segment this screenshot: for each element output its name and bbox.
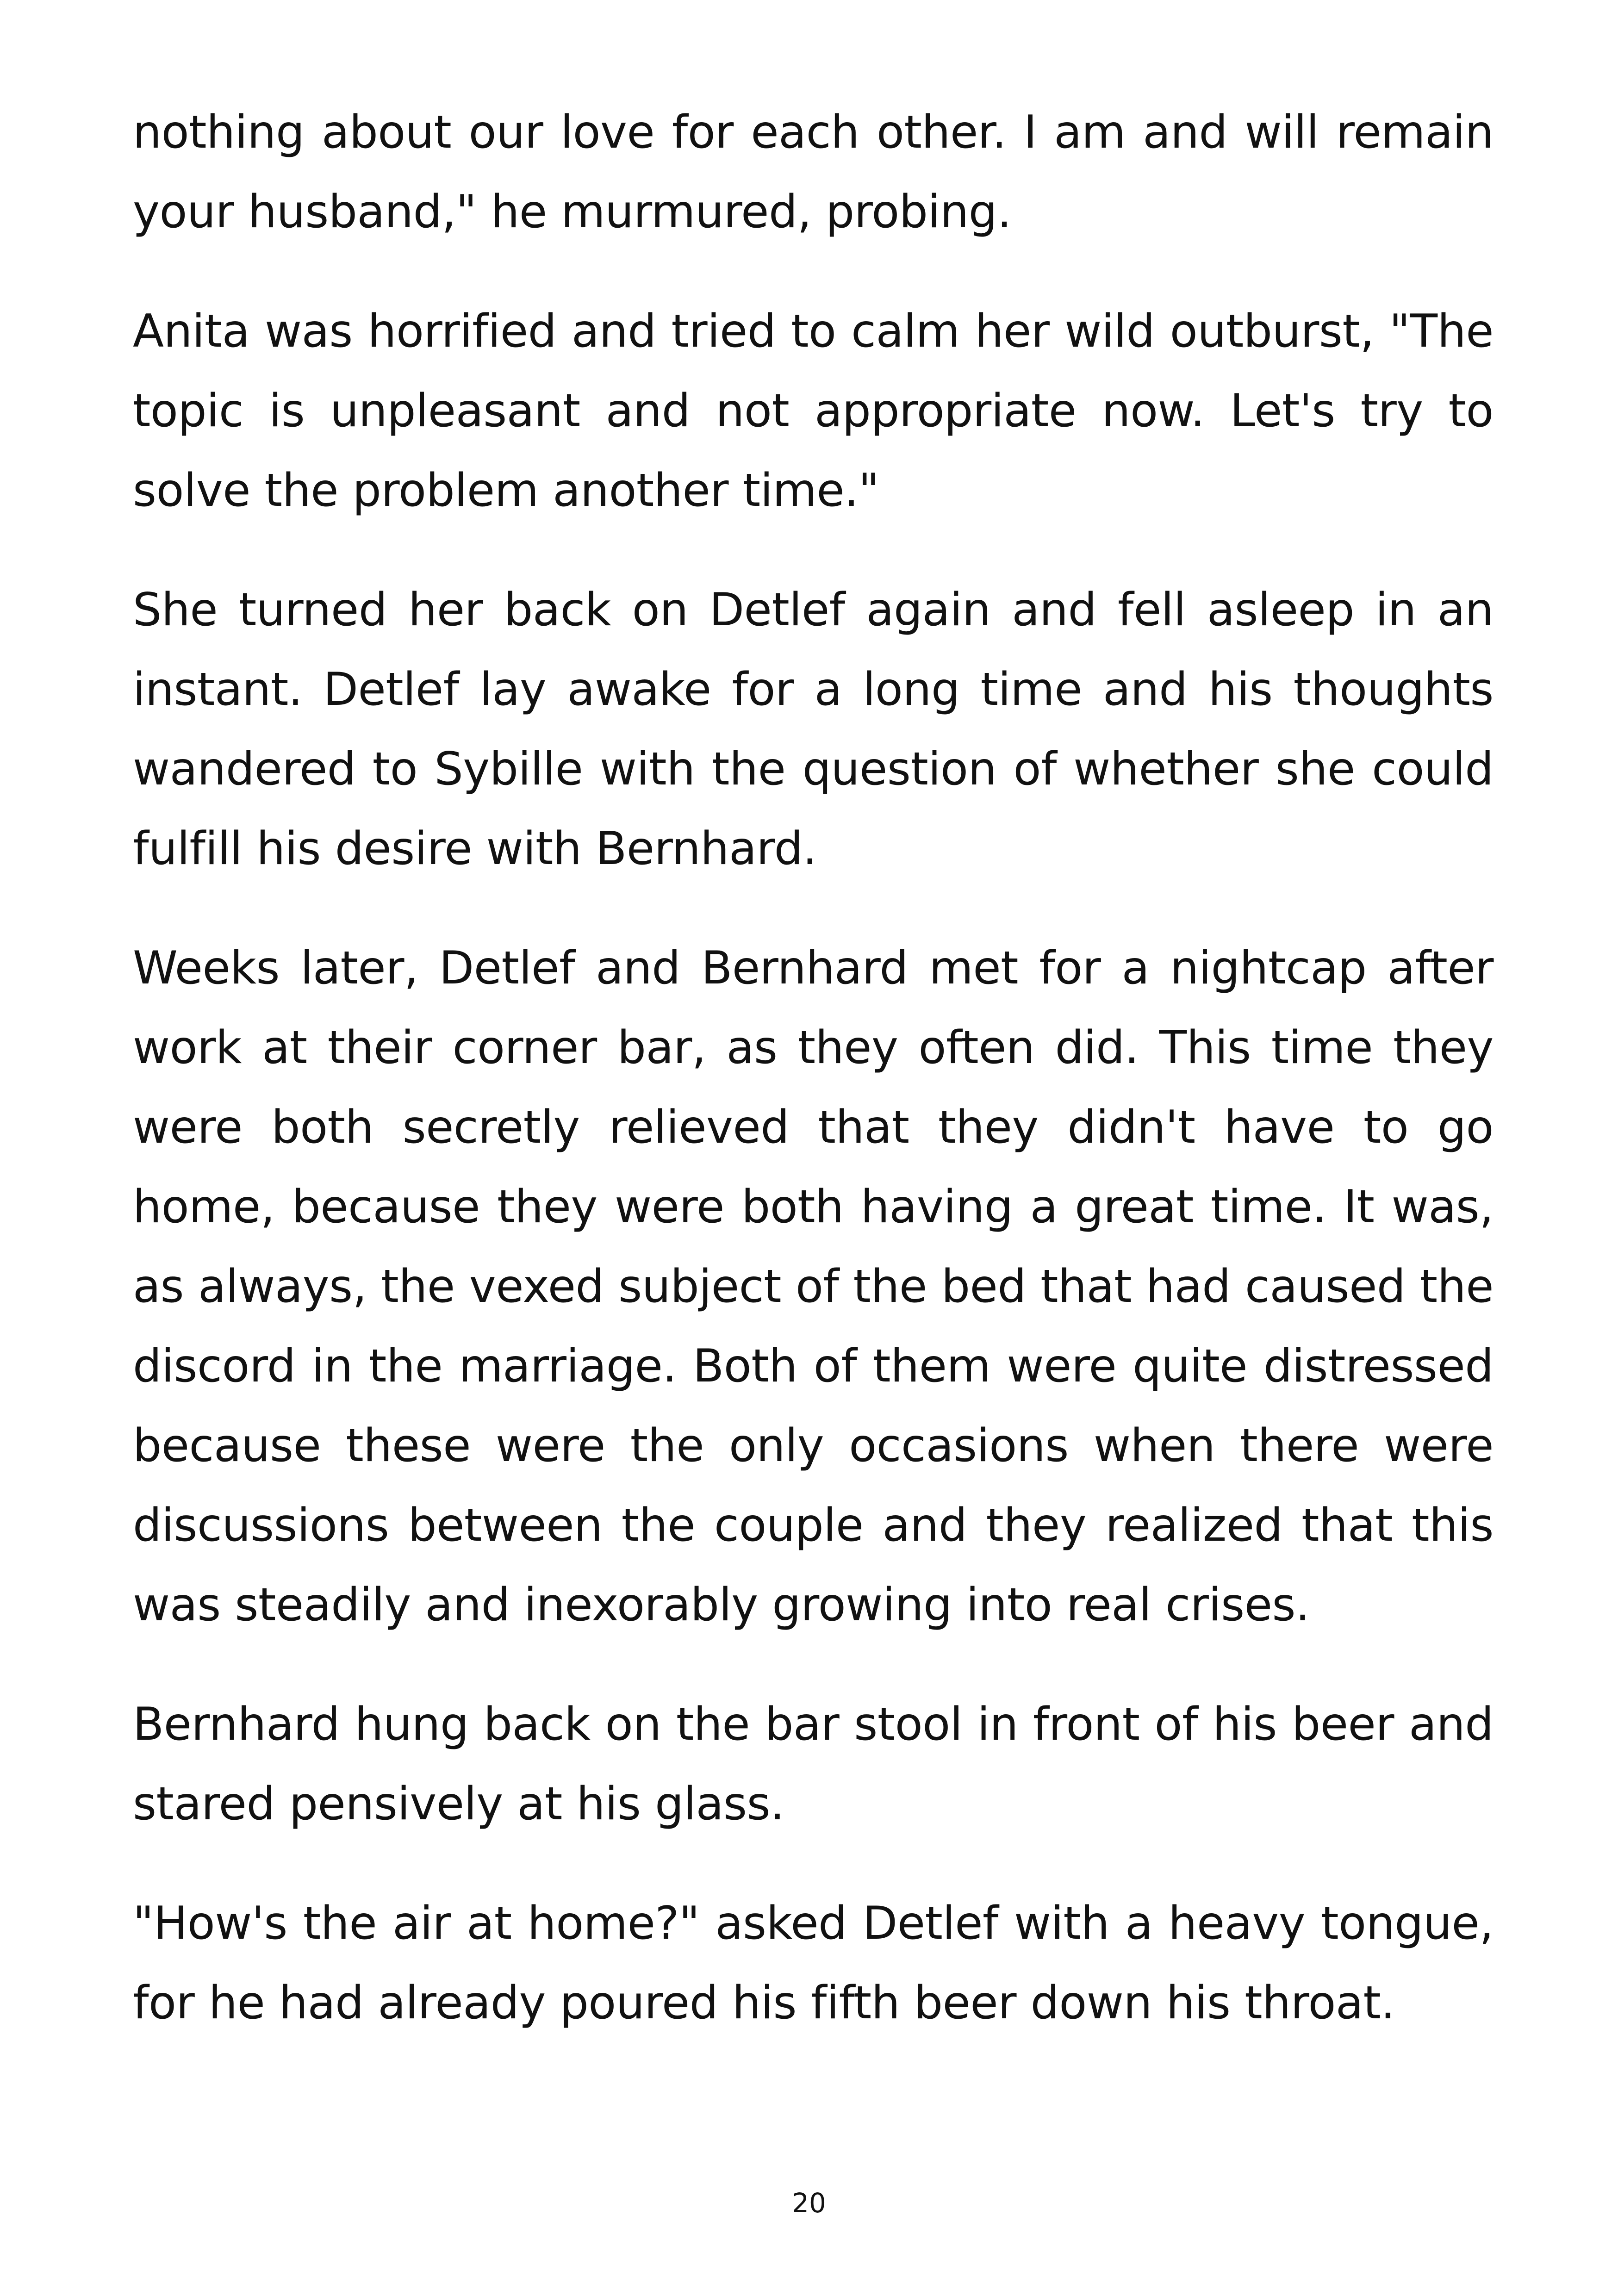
paragraph: Anita was horrified and tried to calm her wild outburst, "The topic is unpleasant and not appropriate now. Let's try to solve the problem another time."	[133, 305, 1494, 517]
paragraph: "How's the air at home?" asked Detlef with a heavy tongue, for he had already poured his fifth beer down his throat.	[133, 1897, 1494, 2029]
page-number: 20	[792, 2187, 826, 2219]
page-body	[133, 93, 1494, 2083]
paragraph: She turned her back on Detlef again and fell asleep in an instant. Detlef lay awake for a long time and his thoughts wandered to Sybille with the question of whether she could fulfill his desire with Bernhard.	[133, 584, 1494, 875]
paragraph: nothing about our love for each other. I am and will remain your husband," he murmured, probing.	[133, 106, 1494, 238]
paragraph: Weeks later, Detlef and Bernhard met for a nightcap after work at their corner bar, as they often did. This time they were both secretly relieved that they didn't have to go home, because they were both having a great time. It was, as always, the vexed subject of the bed that had caused the discord in the marriage. Both of them were quite distressed because these were the only occasions when there were discussions between the couple and they realized that this was steadily and inexorably growing into real crises.	[133, 942, 1494, 1631]
paragraph: Bernhard hung back on the bar stool in front of his beer and stared pensively at his glass.	[133, 1698, 1494, 1830]
